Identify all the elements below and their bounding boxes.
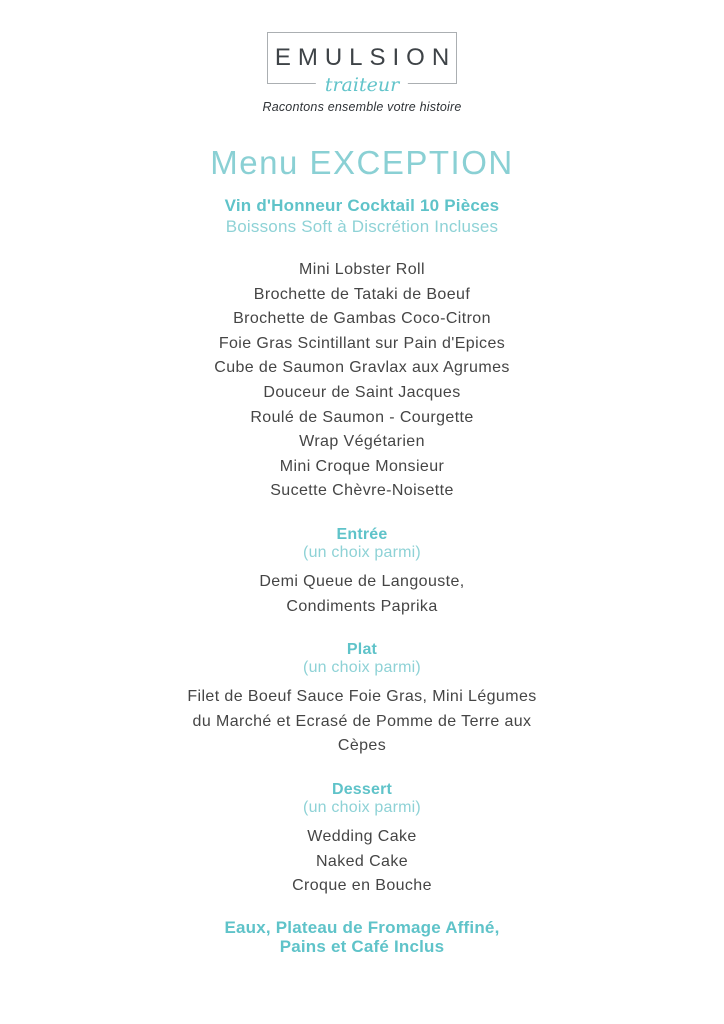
cocktail-item: Wrap Végétarien: [299, 433, 425, 451]
cocktail-item: Brochette de Tataki de Boeuf: [253, 285, 471, 303]
section-line: Cèpes: [337, 737, 387, 755]
cocktail-item: Foie Gras Scintillant sur Pain d'Epices: [218, 334, 506, 352]
cocktail-heading-line2: Boissons Soft à Discrétion Incluses: [225, 217, 499, 236]
section-line: Wedding Cake: [307, 827, 417, 845]
section-dessert-items: [0, 825, 724, 899]
section-line: Demi Queue de Langouste,: [259, 572, 465, 590]
cocktail-heading-line1: Vin d'Honneur Cocktail 10 Pièces: [224, 196, 500, 215]
section-line: Condiments Paprika: [286, 597, 438, 615]
cocktail-item: Brochette de Gambas Coco-Citron: [233, 310, 491, 328]
cocktail-item: Sucette Chèvre-Noisette: [270, 482, 454, 500]
section-entree-header: Entrée: [336, 525, 388, 543]
cocktail-item: Cube de Saumon Gravlax aux Agrumes: [214, 359, 510, 377]
section-entree-note: (un choix parmi): [303, 543, 421, 561]
section-line: Croque en Bouche: [292, 877, 432, 895]
brand-tagline: Racontons ensemble votre histoire: [262, 100, 462, 114]
section-entree-items: [0, 570, 724, 619]
section-plat-items: [0, 685, 724, 759]
menu-footer: [0, 918, 724, 956]
section-dessert-note: (un choix parmi): [303, 798, 421, 816]
cocktail-items-list: [0, 258, 724, 504]
cocktail-item: Mini Lobster Roll: [299, 261, 425, 278]
brand-name: EMULSION: [274, 44, 457, 71]
section-entree: [0, 526, 724, 619]
brand-logo-box: [267, 32, 457, 96]
menu-title: Menu EXCEPTION: [210, 144, 514, 181]
cocktail-heading: [0, 195, 724, 237]
section-line: du Marché et Ecrasé de Pomme de Terre aux: [192, 712, 532, 730]
section-dessert-header: Dessert: [331, 780, 393, 798]
cocktail-item: Douceur de Saint Jacques: [263, 383, 461, 401]
cocktail-item: Roulé de Saumon - Courgette: [250, 408, 474, 426]
section-line: Filet de Boeuf Sauce Foie Gras, Mini Légumes: [187, 688, 537, 706]
brand-logo: [0, 0, 724, 114]
section-dessert: [0, 781, 724, 899]
cocktail-item: Mini Croque Monsieur: [279, 457, 445, 475]
section-plat-note: (un choix parmi): [303, 659, 421, 677]
menu-footer-line1: Eaux, Plateau de Fromage Affiné,: [224, 917, 500, 937]
brand-type-script: traiteur: [316, 74, 408, 96]
section-plat-header: Plat: [346, 641, 378, 659]
section-line: Naked Cake: [315, 852, 409, 870]
menu-footer-line2: Pains et Café Inclus: [279, 936, 445, 956]
section-plat: [0, 641, 724, 759]
